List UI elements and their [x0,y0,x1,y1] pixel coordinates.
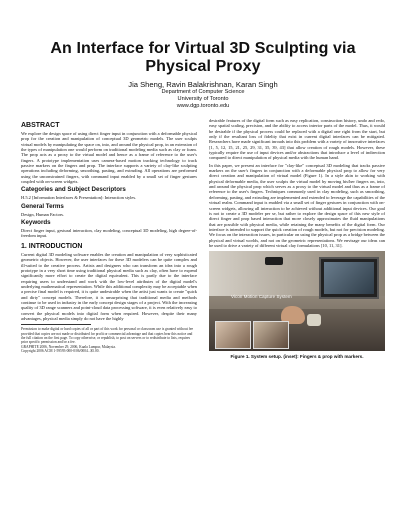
figure-1-photo [209,251,385,351]
intro-continued-text: desirable features of the digital form such as easy replication, construction history, undo and redo, easy spatial scaling, precision, and the ability to access interior parts of the model. Thus, it would be desirable if the physical process could be replaced with a digital one right from the start, but only if the resultant loss of fidelity that exist in current digital interfaces can be mitigated. Researchers have made significant inroads into this problem with a variety of innovative interfaces [1, 5, 12, 15, 21, 25, 29, 31, 35, 39, 43] that allow creation of rough models. However, these typically require the use of input devices and/or abstractions that introduce a level of indirection compared to direct manipulation of physical media with the human hand. [209,118,385,161]
categories-heading: Categories and Subject Descriptors [21,186,126,194]
copyright-footnote [21,327,197,353]
paper-authors: Jia Sheng, Ravin Balakrishnan, Karan Singh [128,80,278,89]
introduction-text: Current digital 3D modeling software enables the creation and manipulation of very sophisticated geometric objects. However, the user interfaces for these 3D modelers can be quite complex and ill-suited to the creative process. Artists and designers who can transform an idea into a rough prototype in a very short time using traditional physical media such as clay, often have to expend significantly more effort to create the digital equivalent. This is partly due to the interface requiring users to understand and work with the low-level attributes of the digital model's underlying mathematical representation. While this additional complexity may be acceptable when a precise final model is required, it is quite undesirable when the artist just wants to create "quick and dirty" concept models. Therefore, it is unsurprising that traditional media and methods continue to be used in industry in the early concept design stages of a project. With the increasing quality of 3D range scanners and point-cloud data processing software, it is even relatively easy to convert the physical models into digital form when required. However, despite their many advantages, physical media simply do not have the highly [21,251,197,321]
motion-capture-camera [265,257,283,265]
inset-fingers-markers [215,321,251,349]
physical-prop [307,314,321,326]
copyright-line: Copyright 2006 ACM 1-59593-000-0/06/0004...$5.00. [21,349,100,353]
permission-notice: Permission to make digital or hard copies of all or part of this work for personal or classroom use is granted without fee provided that copies are not made or distributed for profit or commercial advantage and that copies bear this notice and the full citation on the first page. To copy otherwise, or republish, to post on servers or to redistribute to lists, requires prior specific permission and/or a fee. [21,327,194,345]
intro-contribution-text: In this paper, we present an interface for "clay-like" conceptual 3D modeling that tracks passive markers on the user's fingers in conjunction with a deformable physical prop to allow for very direct creation and manipulation of virtual model (Figure 1). In a style akin to working with physical deformable media, the user sculpts the virtual model by moving his/her fingers on, into, and around the physical prop which serves as a proxy to the virtual model and thus as a frame of reference to the user's fingers. Techniques commonly used in clay modeling, such as smoothing, deforming, pasting, and extruding are implemented and extended to leverage the capabilities of the virtual realm. Command input is enabled via a small set of finger gestures in conjunction with on-screen widgets, allowing all interaction to be achieved without additional input devices. Our goal is not to create a 3D modeler per se, but rather to explore the design space of this new style of direct finger and prop based interaction that more closely approximates the fluid manipulations that are possible with physical media, while retaining the many benefits of the digital form. Our interface is intended to support the quick creation of rough models, but not for precision modeling. We focus on the interaction issues, in particular on using the physical prop as a bridge between the physical and virtual worlds, and not on the geometric representations. We envisage our ideas can be used to drive a variety of different virtual clay formulations [10, 11, 31]. [209,162,385,248]
two-column-body [21,118,385,360]
keywords-text: Direct finger input, gestural interaction, clay modeling, conceptual 3D modeling, high degree-of-freedom input. [21,228,197,239]
right-column [209,118,385,360]
display-monitor [319,257,379,299]
abstract-text: We explore the design space of using direct finger input in conjunction with a deformable physical prop for the creation and manipulation of conceptual 3D geometric models. The user sculpts virtual models by manipulating the space on, into, and around the physical prop, in an extension of the types of manipulation one would perform on traditional modeling media such as clay or foam. The prop acts as a proxy to the virtual model and hence as a frame of reference to the user's fingers. A prototype implementation uses camera-based motion tracking technology to track passive markers on the fingers and prop. The interface supports a variety of clay-like sculpting operations including deforming, smoothing, pasting, and extruding. All operations are performed using the unconstrained fingers, with command input enabled by a small set of finger gestures coupled with on-screen widgets. [21,131,197,185]
categories-text: H.5.2 [Information Interfaces & Presentation]: Interaction styles. [21,195,137,201]
conference-venue: GRAPHITE 2006, November 29, 2006, Kuala Lumpur, Malaysia. [21,344,116,349]
paper-title: An Interface for Virtual 3D Sculpting via Physical Proxy [50,40,356,75]
paper-url: www.dgp.toronto.edu [176,103,230,109]
abstract-heading: ABSTRACT [21,122,60,129]
footnote-divider [21,324,91,325]
introduction-heading: 1. INTRODUCTION [21,242,83,250]
general-terms-heading: General Terms [21,202,64,210]
figure-label: Vicon Motion Capture System [231,294,292,300]
figure-1-caption: Figure 1. System setup. (inset): Fingers & prop with markers. [230,354,364,360]
keywords-heading: Keywords [21,219,51,227]
paper-department: Department of Computer Science [161,89,245,95]
left-column [21,118,197,360]
general-terms-text: Design, Human Factors. [21,211,65,217]
paper-university: University of Toronto [177,96,229,102]
inset-prop-markers [253,321,289,349]
